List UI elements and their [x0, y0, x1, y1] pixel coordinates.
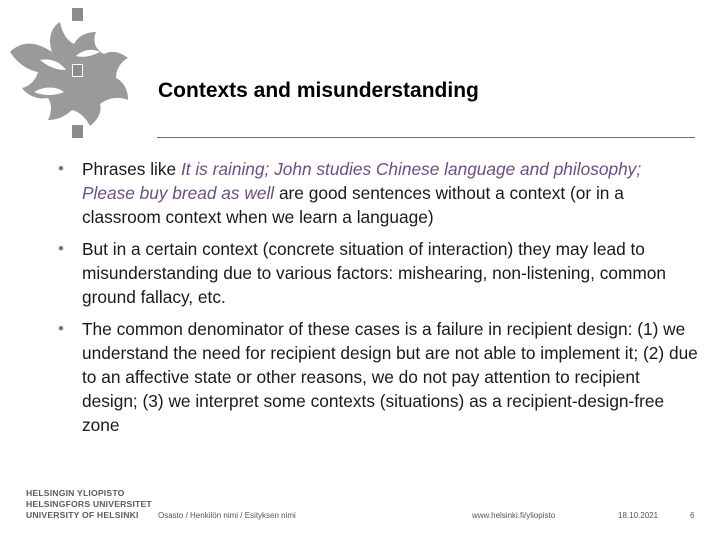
university-flame-logo-icon [0, 0, 140, 150]
footer-page-number: 6 [690, 511, 695, 520]
bullet-text: But in a certain context (concrete situation of interaction) they may lead to misunderstanding due to various factors: mishearing, non-listening, common ground fallacy, etc. [82, 239, 667, 307]
bullet-marker: • [58, 159, 64, 178]
bullet-text-suffix: are good sentences without a context (or in a classroom context when we learn a language) [82, 183, 624, 227]
bullet-marker: • [58, 239, 64, 258]
university-name-fi: HELSINGIN YLIOPISTO [26, 488, 125, 498]
footer-date: 18.10.2021 [618, 511, 659, 520]
bullet-item [58, 237, 698, 309]
title-divider [157, 137, 695, 138]
bullet-text: The common denominator of these cases is a failure in recipient design: (1) we understand the need for recipient design but are not able to implement it; (2) due to an affective state or other reasons, we do not pay attention to recipient design; (3) we interpret some contexts (situations) as a recipient-design-free zone [82, 319, 698, 435]
bullet-item [58, 157, 698, 229]
footer-website: www.helsinki.fi/yliopisto [472, 511, 556, 520]
university-wordmark [26, 488, 152, 521]
university-name-en: UNIVERSITY OF HELSINKI [26, 510, 139, 520]
university-name-sv: HELSINGFORS UNIVERSITET [26, 499, 152, 509]
bullet-item [58, 317, 698, 437]
bullet-example-sentences: It is raining; John studies Chinese language and philosophy; Please buy bread as well [82, 159, 642, 203]
slide-title: Contexts and misunderstanding [158, 79, 479, 102]
bullet-list [58, 157, 698, 445]
footer-department: Osasto / Henkilön nimi / Esityksen nimi [158, 511, 296, 520]
bullet-marker: • [58, 319, 64, 338]
bullet-text-prefix: Phrases like [82, 159, 181, 179]
